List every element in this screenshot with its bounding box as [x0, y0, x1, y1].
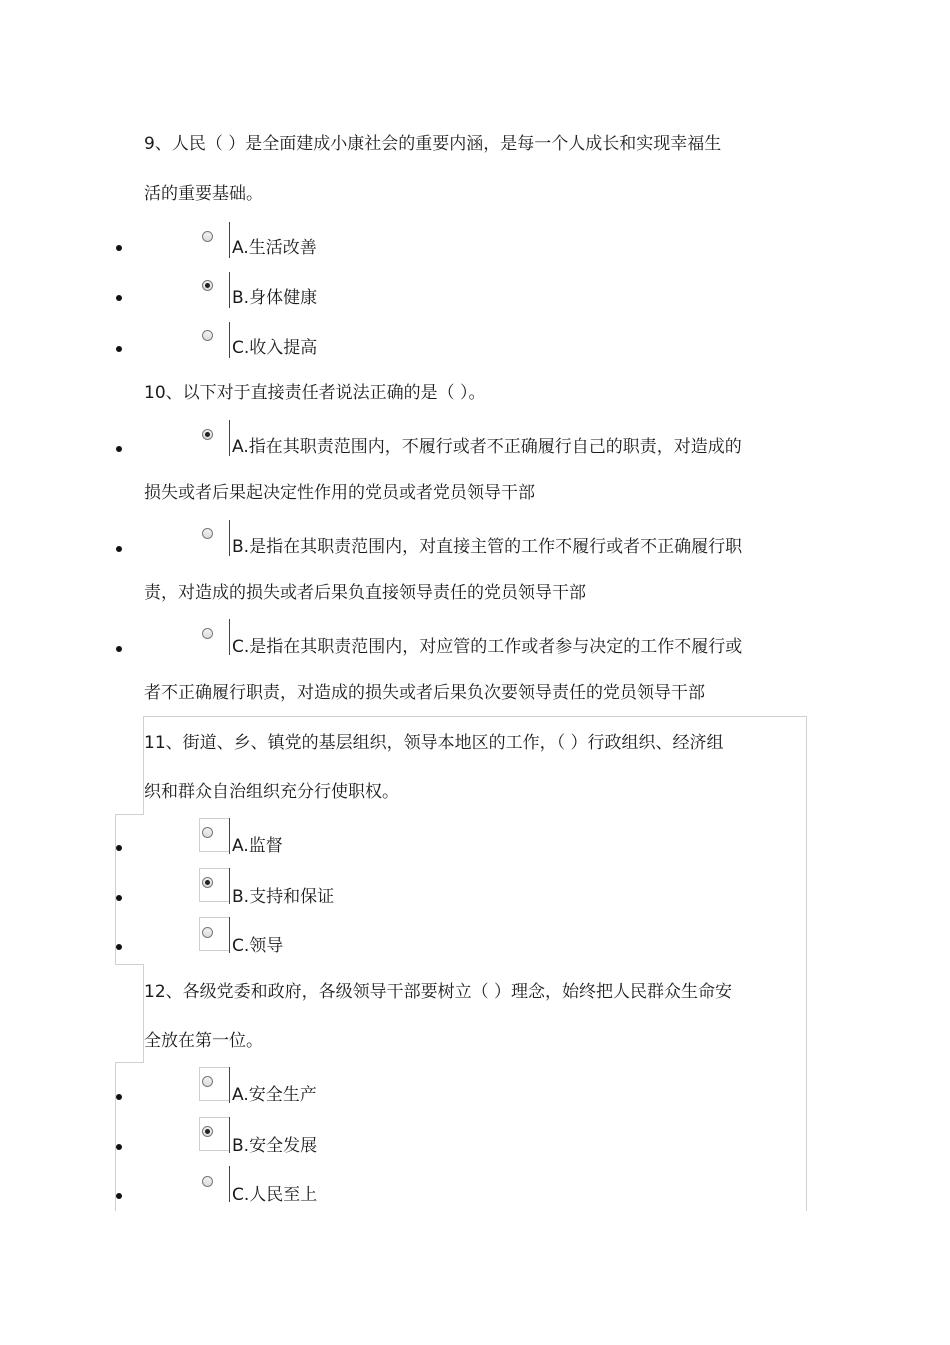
- radio-q12-b[interactable]: [202, 1126, 213, 1137]
- frame-right: [806, 716, 807, 1211]
- bullet: [116, 1144, 122, 1150]
- bullet: [116, 245, 122, 251]
- frame-left-mid: [115, 814, 116, 964]
- separator-bar: [229, 917, 230, 953]
- bullet: [116, 346, 122, 352]
- option-q9-b[interactable]: B.身体健康: [232, 288, 318, 308]
- option-q10-c[interactable]: C.是指在其职责范围内，对应管的工作或者参与决定的工作不履行或: [232, 637, 743, 657]
- bullet: [116, 295, 122, 301]
- question-12-line-2: 全放在第一位。: [144, 1031, 263, 1051]
- radio-q11-c[interactable]: [202, 927, 213, 938]
- radio-q9-c[interactable]: [202, 330, 213, 341]
- separator-bar: [229, 222, 230, 258]
- separator-bar: [229, 520, 230, 556]
- radio-q10-a[interactable]: [202, 429, 213, 440]
- bullet: [116, 446, 122, 452]
- separator-bar: [229, 420, 230, 456]
- frame-top: [143, 716, 807, 717]
- bullet: [116, 1193, 122, 1199]
- separator-bar: [229, 1067, 230, 1103]
- option-q11-a[interactable]: A.监督: [232, 836, 283, 856]
- question-9-line-2: 活的重要基础。: [144, 184, 263, 204]
- separator-bar: [229, 818, 230, 854]
- option-q10-a-continued: 损失或者后果起决定性作用的党员或者党员领导干部: [144, 483, 535, 503]
- option-q10-a[interactable]: A.指在其职责范围内，不履行或者不正确履行自己的职责，对造成的: [232, 437, 742, 457]
- question-11-line-2: 织和群众自治组织充分行使职权。: [144, 782, 399, 802]
- bullet: [116, 845, 122, 851]
- frame-step-1: [115, 814, 144, 815]
- bullet: [116, 944, 122, 950]
- option-q10-b-continued: 责，对造成的损失或者后果负直接领导责任的党员领导干部: [144, 583, 586, 603]
- separator-bar: [229, 1117, 230, 1153]
- frame-step-2: [115, 964, 144, 965]
- option-q11-c[interactable]: C.领导: [232, 936, 284, 956]
- question-11-line-1: 11、街道、乡、镇党的基层组织，领导本地区的工作，（ ）行政组织、经济组: [144, 733, 724, 753]
- bullet: [116, 895, 122, 901]
- option-q10-c-continued: 者不正确履行职责，对造成的损失或者后果负次要领导责任的党员领导干部: [144, 683, 705, 703]
- radio-q9-a[interactable]: [202, 231, 213, 242]
- radio-q9-b[interactable]: [202, 280, 213, 291]
- radio-q11-a[interactable]: [202, 827, 213, 838]
- option-q12-a[interactable]: A.安全生产: [232, 1085, 317, 1105]
- radio-q11-b[interactable]: [202, 877, 213, 888]
- option-q9-c[interactable]: C.收入提高: [232, 338, 318, 358]
- bullet: [116, 646, 122, 652]
- frame-left-lower: [115, 1062, 116, 1211]
- option-q10-b[interactable]: B.是指在其职责范围内，对直接主管的工作不履行或者不正确履行职: [232, 537, 743, 557]
- bullet: [116, 1094, 122, 1100]
- separator-bar: [229, 619, 230, 655]
- radio-q12-c[interactable]: [202, 1176, 213, 1187]
- option-q11-b[interactable]: B.支持和保证: [232, 887, 335, 907]
- separator-bar: [229, 1166, 230, 1202]
- question-10-line-1: 10、以下对于直接责任者说法正确的是（ ）。: [144, 383, 486, 403]
- frame-step-3: [115, 1062, 144, 1063]
- separator-bar: [229, 272, 230, 308]
- question-12-line-1: 12、各级党委和政府，各级领导干部要树立（ ）理念，始终把人民群众生命安: [144, 982, 733, 1002]
- option-q12-c[interactable]: C.人民至上: [232, 1185, 318, 1205]
- separator-bar: [229, 868, 230, 904]
- radio-q10-b[interactable]: [202, 528, 213, 539]
- question-9-line-1: 9、人民（ ）是全面建成小康社会的重要内涵，是每一个人成长和实现幸福生: [144, 134, 722, 154]
- radio-q12-a[interactable]: [202, 1076, 213, 1087]
- separator-bar: [229, 322, 230, 358]
- radio-q10-c[interactable]: [202, 628, 213, 639]
- option-q12-b[interactable]: B.安全发展: [232, 1136, 318, 1156]
- bullet: [116, 546, 122, 552]
- option-q9-a[interactable]: A.生活改善: [232, 238, 317, 258]
